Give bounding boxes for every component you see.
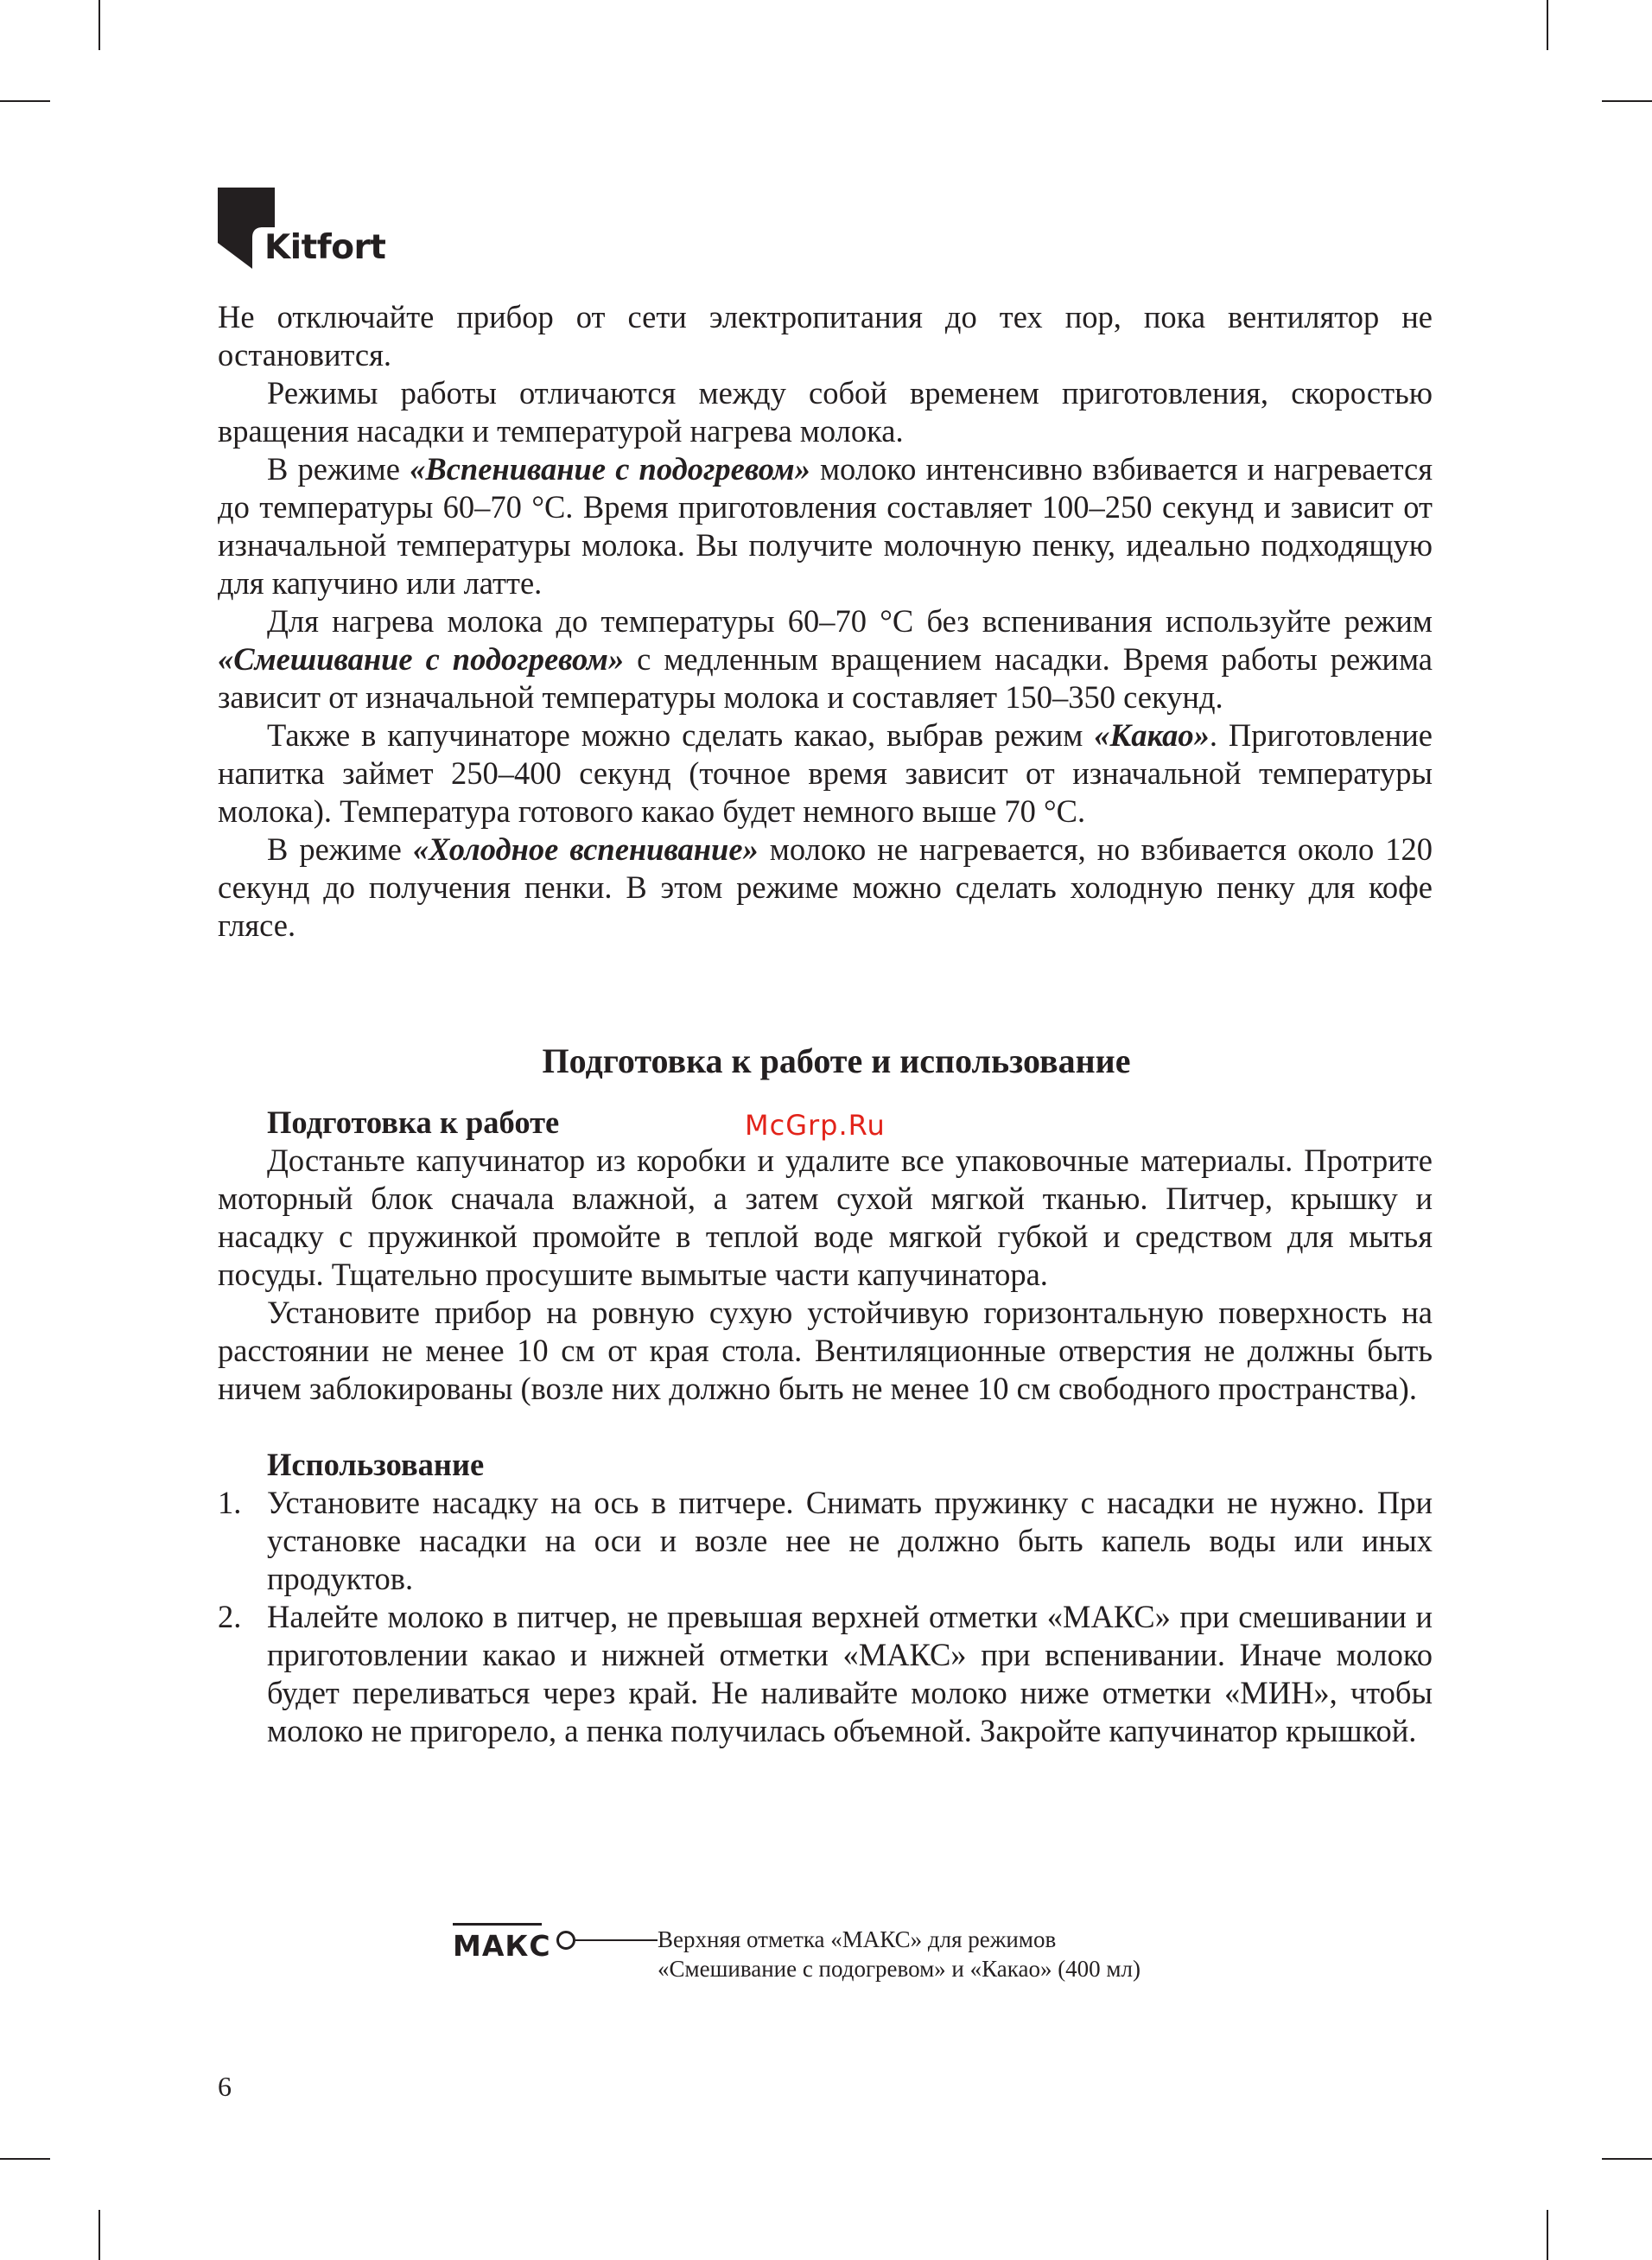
max-mark-overline [453, 1923, 542, 1926]
crop-mark [1602, 2158, 1652, 2160]
prep-paragraph: Установите прибор на ровную сухую устойчивую горизонтальную поверхность на расстоянии не менее 10 см от края стола. Вентиляционные отверстия не должны быть ничем заблокированы (возле них должно быть не менее 10 см свободного пространства). [218, 1295, 1433, 1406]
intro-paragraph [218, 831, 1433, 945]
step-text: Налейте молоко в питчер, не превышая верхней отметки «МАКС» при смешивании и приготовлении какао и нижней отметки «МАКС» при вспенивании. Иначе молоко будет переливаться через край. Не наливайте молоко ниже отметки «МИН», чтобы молоко не пригорело, а пенка получилась объемной. Закройте капучинатор крышкой. [267, 1599, 1433, 1748]
intro-paragraph [218, 298, 1433, 374]
page-number: 6 [218, 2071, 232, 2102]
kitfort-logo [218, 188, 385, 269]
page-content [218, 298, 1433, 1750]
intro-paragraph [218, 602, 1433, 716]
crop-mark [0, 2158, 50, 2160]
text-run: В режиме [267, 831, 413, 867]
mode-name: «Смешивание с подогревом» [218, 641, 625, 677]
step-text: Установите насадку на ось в питчере. Снимать пружинку с насадки не нужно. При установке насадки на оси и возле нее не должно быть капель воды или иных продуктов. [267, 1485, 1433, 1596]
crop-mark [0, 100, 50, 102]
list-item [218, 1484, 1433, 1598]
text-run: Также в капучинаторе можно сделать какао, выбрав режим [267, 717, 1095, 753]
max-mark-label: МАКС [453, 1929, 551, 1963]
mode-name: «Холодное вспенивание» [412, 831, 759, 867]
text-run: молоко не нагревается, но взбивается около 120 секунд до получения пенки. В этом режиме можно сделать холодную пенку для кофе глясе. [218, 831, 1433, 943]
step-number: 2. [218, 1599, 242, 1634]
intro-paragraph [218, 716, 1433, 831]
mode-name: «Какао» [1094, 717, 1210, 753]
prep-paragraph: Достаньте капучинатор из коробки и удалите все упаковочные материалы. Протрите моторный блок сначала влажной, а затем сухой мягкой тканью. Питчер, крышку и насадку с пружинкой промойте в теплой воде мягкой губкой и средством для мытья посуды. Тщательно просушите вымытые части капучинатора. [218, 1143, 1433, 1292]
text-run: В режиме [267, 451, 410, 487]
section-title: Подготовка к работе и использование [542, 1041, 1131, 1080]
use-steps-list [218, 1484, 1433, 1750]
text-run: молоко интенсивно взбивается и нагревается до температуры 60–70 °С. Время приготовления составляет 100–250 секунд и зависит от изначальной температуры молока. Вы получите молочную пенку, идеально подходящую для капучино или латте. [218, 451, 1433, 601]
use-heading: Использование [267, 1447, 485, 1482]
watermark: McGrp.Ru [745, 1109, 886, 1142]
mode-name: «Вспенивание с подогревом» [410, 451, 810, 487]
crop-mark [1547, 2210, 1548, 2260]
leader-line [575, 1939, 658, 1941]
crop-mark [1602, 100, 1652, 102]
crop-mark [1547, 0, 1548, 50]
text-run: Для нагрева молока до температуры 60–70 °С без вспенивания используйте режим [267, 603, 1433, 639]
brand-name: Kitfort [264, 228, 386, 267]
crop-mark [98, 2210, 100, 2260]
step-number: 1. [218, 1485, 242, 1520]
circle-icon [556, 1931, 575, 1950]
intro-paragraph [218, 450, 1433, 602]
max-mark-desc-line: Верхняя отметка «МАКС» для режимов [658, 1926, 1057, 1952]
max-mark-diagram [453, 1920, 1230, 1989]
max-mark-description [658, 1925, 1141, 1983]
list-item [218, 1598, 1433, 1750]
text-run: Режимы работы отличаются между собой временем приготовления, скоростью вращения насадки и температурой нагрева молока. [218, 375, 1433, 449]
text-run: Не отключайте прибор от сети электропитания до тех пор, пока вентилятор не остановится. [218, 299, 1433, 372]
text-run: с медленным вращением насадки. Время работы режима зависит от изначальной температуры молока и составляет 150–350 секунд. [218, 641, 1433, 715]
crop-mark [98, 0, 100, 50]
prep-heading: Подготовка к работе [267, 1105, 560, 1140]
intro-paragraph [218, 374, 1433, 450]
text-run: . Приготовление напитка займет 250–400 секунд (точное время зависит от изначальной температуры молока). Температура готового какао будет немного выше 70 °С. [218, 717, 1433, 829]
max-mark-desc-line: «Смешивание с подогревом» и «Какао» (400 мл) [658, 1956, 1141, 1982]
